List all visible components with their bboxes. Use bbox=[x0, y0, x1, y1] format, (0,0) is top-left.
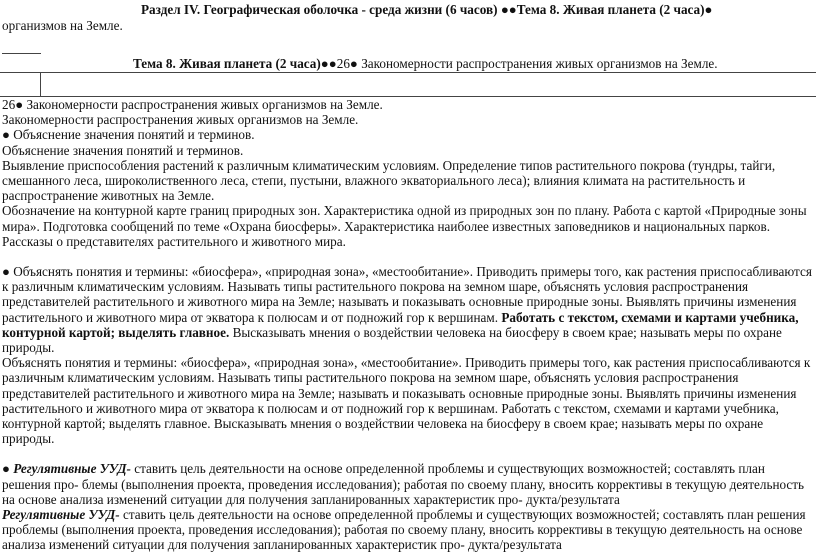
topic-title: Тема 8. Живая планета (2 часа) bbox=[516, 2, 705, 17]
section-title-bold: Раздел IV. Географическая оболочка - среда жизни (6 часов) bbox=[141, 2, 498, 17]
paragraph: Объяснять понятия и термины: «биосфера», «природная зона», «местообитание». Приводить примеры того, как растения приспосабливаются к различным климатическим условиям. Называть типы растительного покрова на земном шаре, объяснять условия распространения представителей растительного и животного мира на Земле; называть и показывать основные природные зоны. Выявлять причины изменения растительного и животного мира от экватора к полюсам и от подножий гор к вершинам. Работать с текстом, схемами и картами учебника, контурной картой; выделять главное. Высказывать мнения о воздействии человека на биосферу в своем крае; называть меры по охране природы. bbox=[2, 355, 811, 447]
bullet-icon: ●● bbox=[320, 56, 337, 71]
bullet-icon: ● bbox=[704, 2, 713, 17]
paragraph: ● Объяснение значения понятий и терминов. bbox=[2, 127, 255, 143]
section-title-continuation: организмов на Земле. bbox=[2, 18, 123, 33]
bullet-icon: ● bbox=[2, 127, 10, 143]
paragraph: Обозначение на контурной карте границ природных зон. Характеристика одной из природных зон по плану. Работа с картой «Природные зоны мира». Подготовка сообщений по теме «Охрана биосферы». Характеристика наиболее известных заповедников и национальных парков. Рассказы о представителях растительного и животного мира. bbox=[2, 203, 807, 249]
paragraph: Выявление приспособления растений к различным климатическим условиям. Определение типов растительного покрова (тундры, тайги, смешанного леса, широколиственного леса, степи, пустыни, влажного экваториального леса); влияния климата на растительность и распространение животных на Земле. bbox=[2, 157, 776, 204]
row-title-text: Закономерности распространения живых организмов на Земле. bbox=[357, 56, 718, 71]
bullet-icon: ● bbox=[2, 461, 10, 477]
paragraph: ● Регулятивные УУД- ставить цель деятельности на основе определенной проблемы и существующих возможностей; составлять план решения про- блемы (выполнения проекта, проведения исследования); работая по своему плану, вносить коррективы в текущую деятельность на основе анализа изменений ситуации для получения запланированных характеристик про- дукта/результата bbox=[2, 461, 805, 507]
table-top-border bbox=[0, 72, 816, 73]
lesson-number: 26 bbox=[336, 56, 350, 71]
table-cell-divider bbox=[40, 72, 41, 96]
paragraph: Закономерности распространения живых организмов на Земле. bbox=[2, 112, 359, 128]
bullet-icon: ●● bbox=[500, 2, 517, 17]
lesson-number: 26 bbox=[2, 97, 16, 112]
bullet-icon: ● bbox=[15, 97, 24, 112]
lesson-content bbox=[2, 97, 814, 553]
short-divider bbox=[2, 53, 41, 54]
paragraph: ● Объяснять понятия и термины: «биосфера», «природная зона», «местообитание». Приводить примеры того, как растения приспосабливаются к различным климатическим условиям. Называть типы растительного покрова на земном шаре, объяснять условия распространения представителей растительного и животного мира на Земле; называть и показывать основные природные зоны. Выявлять причины изменения растительного и животного мира от экватора к полюсам и от подножий гор к вершинам. Работать с текстом, схемами и картами учебника, контурной картой; выделять главное. Высказывать мнения о воздействии человека на биосферу в своем крае; называть меры по охране природы. bbox=[2, 264, 812, 356]
paragraph: 26● Закономерности распространения живых организмов на Земле. bbox=[2, 97, 383, 112]
paragraph: Объяснение значения понятий и терминов. bbox=[2, 142, 244, 158]
bullet-icon: ● bbox=[2, 264, 10, 280]
row-title bbox=[133, 56, 718, 71]
section-title bbox=[141, 2, 713, 17]
paragraph: Регулятивные УУД- ставить цель деятельности на основе определенной проблемы и существующих возможностей; составлять план решения проблемы (выполнения проекта, проведения исследования); работая по своему плану, вносить коррективы в текущую деятельность на основе анализа изменений ситуации для получения запланированных характеристик про- дукта/результата bbox=[2, 507, 806, 553]
bullet-icon: ● bbox=[349, 56, 358, 71]
row-title-bold: Тема 8. Живая планета (2 часа) bbox=[133, 56, 321, 71]
